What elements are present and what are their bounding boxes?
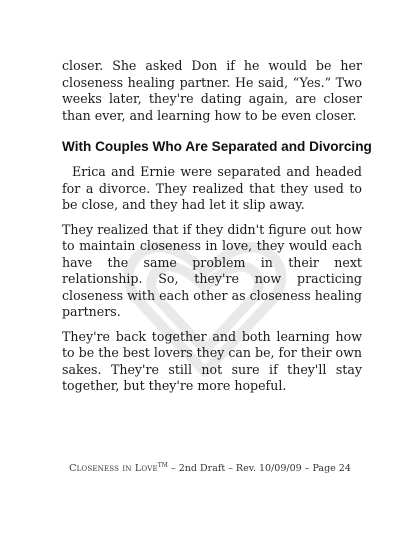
footer-book-title: Closeness in Love (69, 463, 158, 475)
trademark-mark: TM (157, 462, 168, 469)
page-footer (0, 462, 420, 474)
body-paragraph: closer. She asked Don if he would be her closeness healing partner. He said, “Yes.” Two weeks later, they're dating again, are closer than ever, and learning how to be even closer. (62, 58, 362, 123)
footer-draft-info: – 2nd Draft – Rev. 10/09/09 – Page 24 (167, 463, 351, 475)
section-heading: With Couples Who Are Separated and Divorcing (62, 139, 372, 154)
body-paragraph: They realized that if they didn't figure out how to maintain closeness in love, they would each have the same problem in their next relationship. So, they're now practicing closeness with each other as closeness healing partners. (62, 221, 362, 319)
body-paragraph: They're back together and both learning how to be the best lovers they can be, for their own sakes. They're still not sure if they'll stay together, but they're more hopeful. (62, 328, 362, 393)
body-paragraph: Erica and Ernie were separated and headed for a divorce. They realized that they used to be close, and they had let it slip away. (62, 164, 362, 212)
page-body (62, 58, 372, 403)
